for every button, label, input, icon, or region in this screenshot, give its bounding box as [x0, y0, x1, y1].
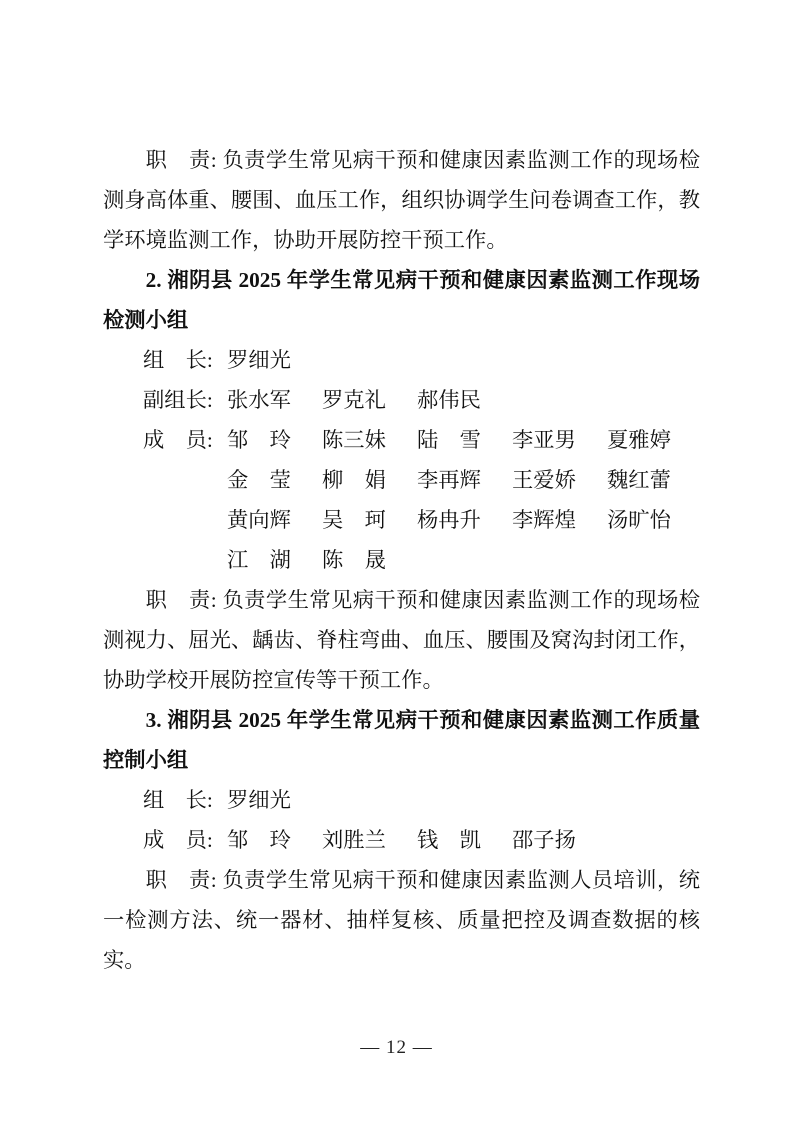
member-name: 陈三妹 — [322, 428, 386, 452]
paragraph-duty-team2 — [103, 580, 700, 700]
text-line: 一检测方法、统一器材、抽样复核、质量把控及调查数据的核实。 — [103, 908, 700, 972]
paragraph-duty-team3 — [103, 860, 700, 980]
heading-line: 2. 湘阴县 2025 年学生常见病干预和健康因素监测工作现场 — [145, 268, 700, 292]
role-label: 副组长: — [143, 388, 213, 412]
member-name: 江 湖 — [227, 548, 291, 572]
member-name: 魏红蕾 — [607, 468, 671, 492]
role-label: 成 员: — [143, 428, 213, 452]
text-line: 职 责: 负责学生常见病干预和健康因素监测工作的现场检 — [145, 148, 700, 172]
document-body — [103, 140, 700, 980]
text-line: 学环境监测工作，协助开展防控干预工作。 — [103, 228, 508, 252]
text-line: 职 责: 负责学生常见病干预和健康因素监测人员培训，统 — [145, 868, 700, 892]
text-line: 测视力、屈光、龋齿、脊柱弯曲、血压、腰围及窝沟封闭工作， — [103, 628, 700, 652]
member-name: 王爱娇 — [512, 468, 576, 492]
member-name: 罗克礼 — [322, 388, 386, 412]
member-name: 罗细光 — [227, 788, 291, 812]
member-name: 柳 娟 — [322, 468, 386, 492]
member-name: 刘胜兰 — [322, 828, 386, 852]
role-label: 组 长: — [143, 788, 213, 812]
member-name: 李再辉 — [417, 468, 481, 492]
team2-deputy-row — [143, 380, 700, 420]
member-name: 杨冉升 — [417, 508, 481, 532]
member-name: 陆 雪 — [417, 428, 481, 452]
member-name: 邹 玲 — [227, 828, 291, 852]
heading-line: 3. 湘阴县 2025 年学生常见病干预和健康因素监测工作质量 — [145, 708, 700, 732]
role-label: 组 长: — [143, 348, 213, 372]
member-name: 罗细光 — [227, 348, 291, 372]
section-2-heading — [103, 260, 700, 340]
paragraph-duty-previous — [103, 140, 700, 260]
team3-leader-row — [143, 780, 700, 820]
team2-members-row — [143, 420, 700, 580]
member-name: 陈 晟 — [322, 548, 386, 572]
role-label: 成 员: — [143, 828, 213, 852]
team3-members-row — [143, 820, 700, 860]
section-3-heading — [103, 700, 700, 780]
heading-line: 控制小组 — [103, 748, 189, 772]
text-line: 协助学校开展防控宣传等干预工作。 — [103, 668, 444, 692]
member-name: 黄向辉 — [227, 508, 291, 532]
member-name: 汤旷怡 — [607, 508, 671, 532]
member-name: 邵子扬 — [512, 828, 576, 852]
member-name: 李亚男 — [512, 428, 576, 452]
member-name: 张水军 — [227, 388, 291, 412]
member-name: 金 莹 — [227, 468, 291, 492]
page-number: — 12 — — [360, 1037, 433, 1058]
member-name: 夏雅婷 — [607, 428, 671, 452]
member-name: 郝伟民 — [417, 388, 481, 412]
team2-leader-row — [143, 340, 700, 380]
text-line: 职 责: 负责学生常见病干预和健康因素监测工作的现场检 — [145, 588, 700, 612]
text-line: 测身高体重、腰围、血压工作，组织协调学生问卷调查工作，教 — [103, 188, 700, 212]
member-name: 吴 珂 — [322, 508, 386, 532]
member-name: 李辉煌 — [512, 508, 576, 532]
heading-line: 检测小组 — [103, 308, 189, 332]
member-name: 钱 凯 — [417, 828, 481, 852]
member-name: 邹 玲 — [227, 428, 291, 452]
